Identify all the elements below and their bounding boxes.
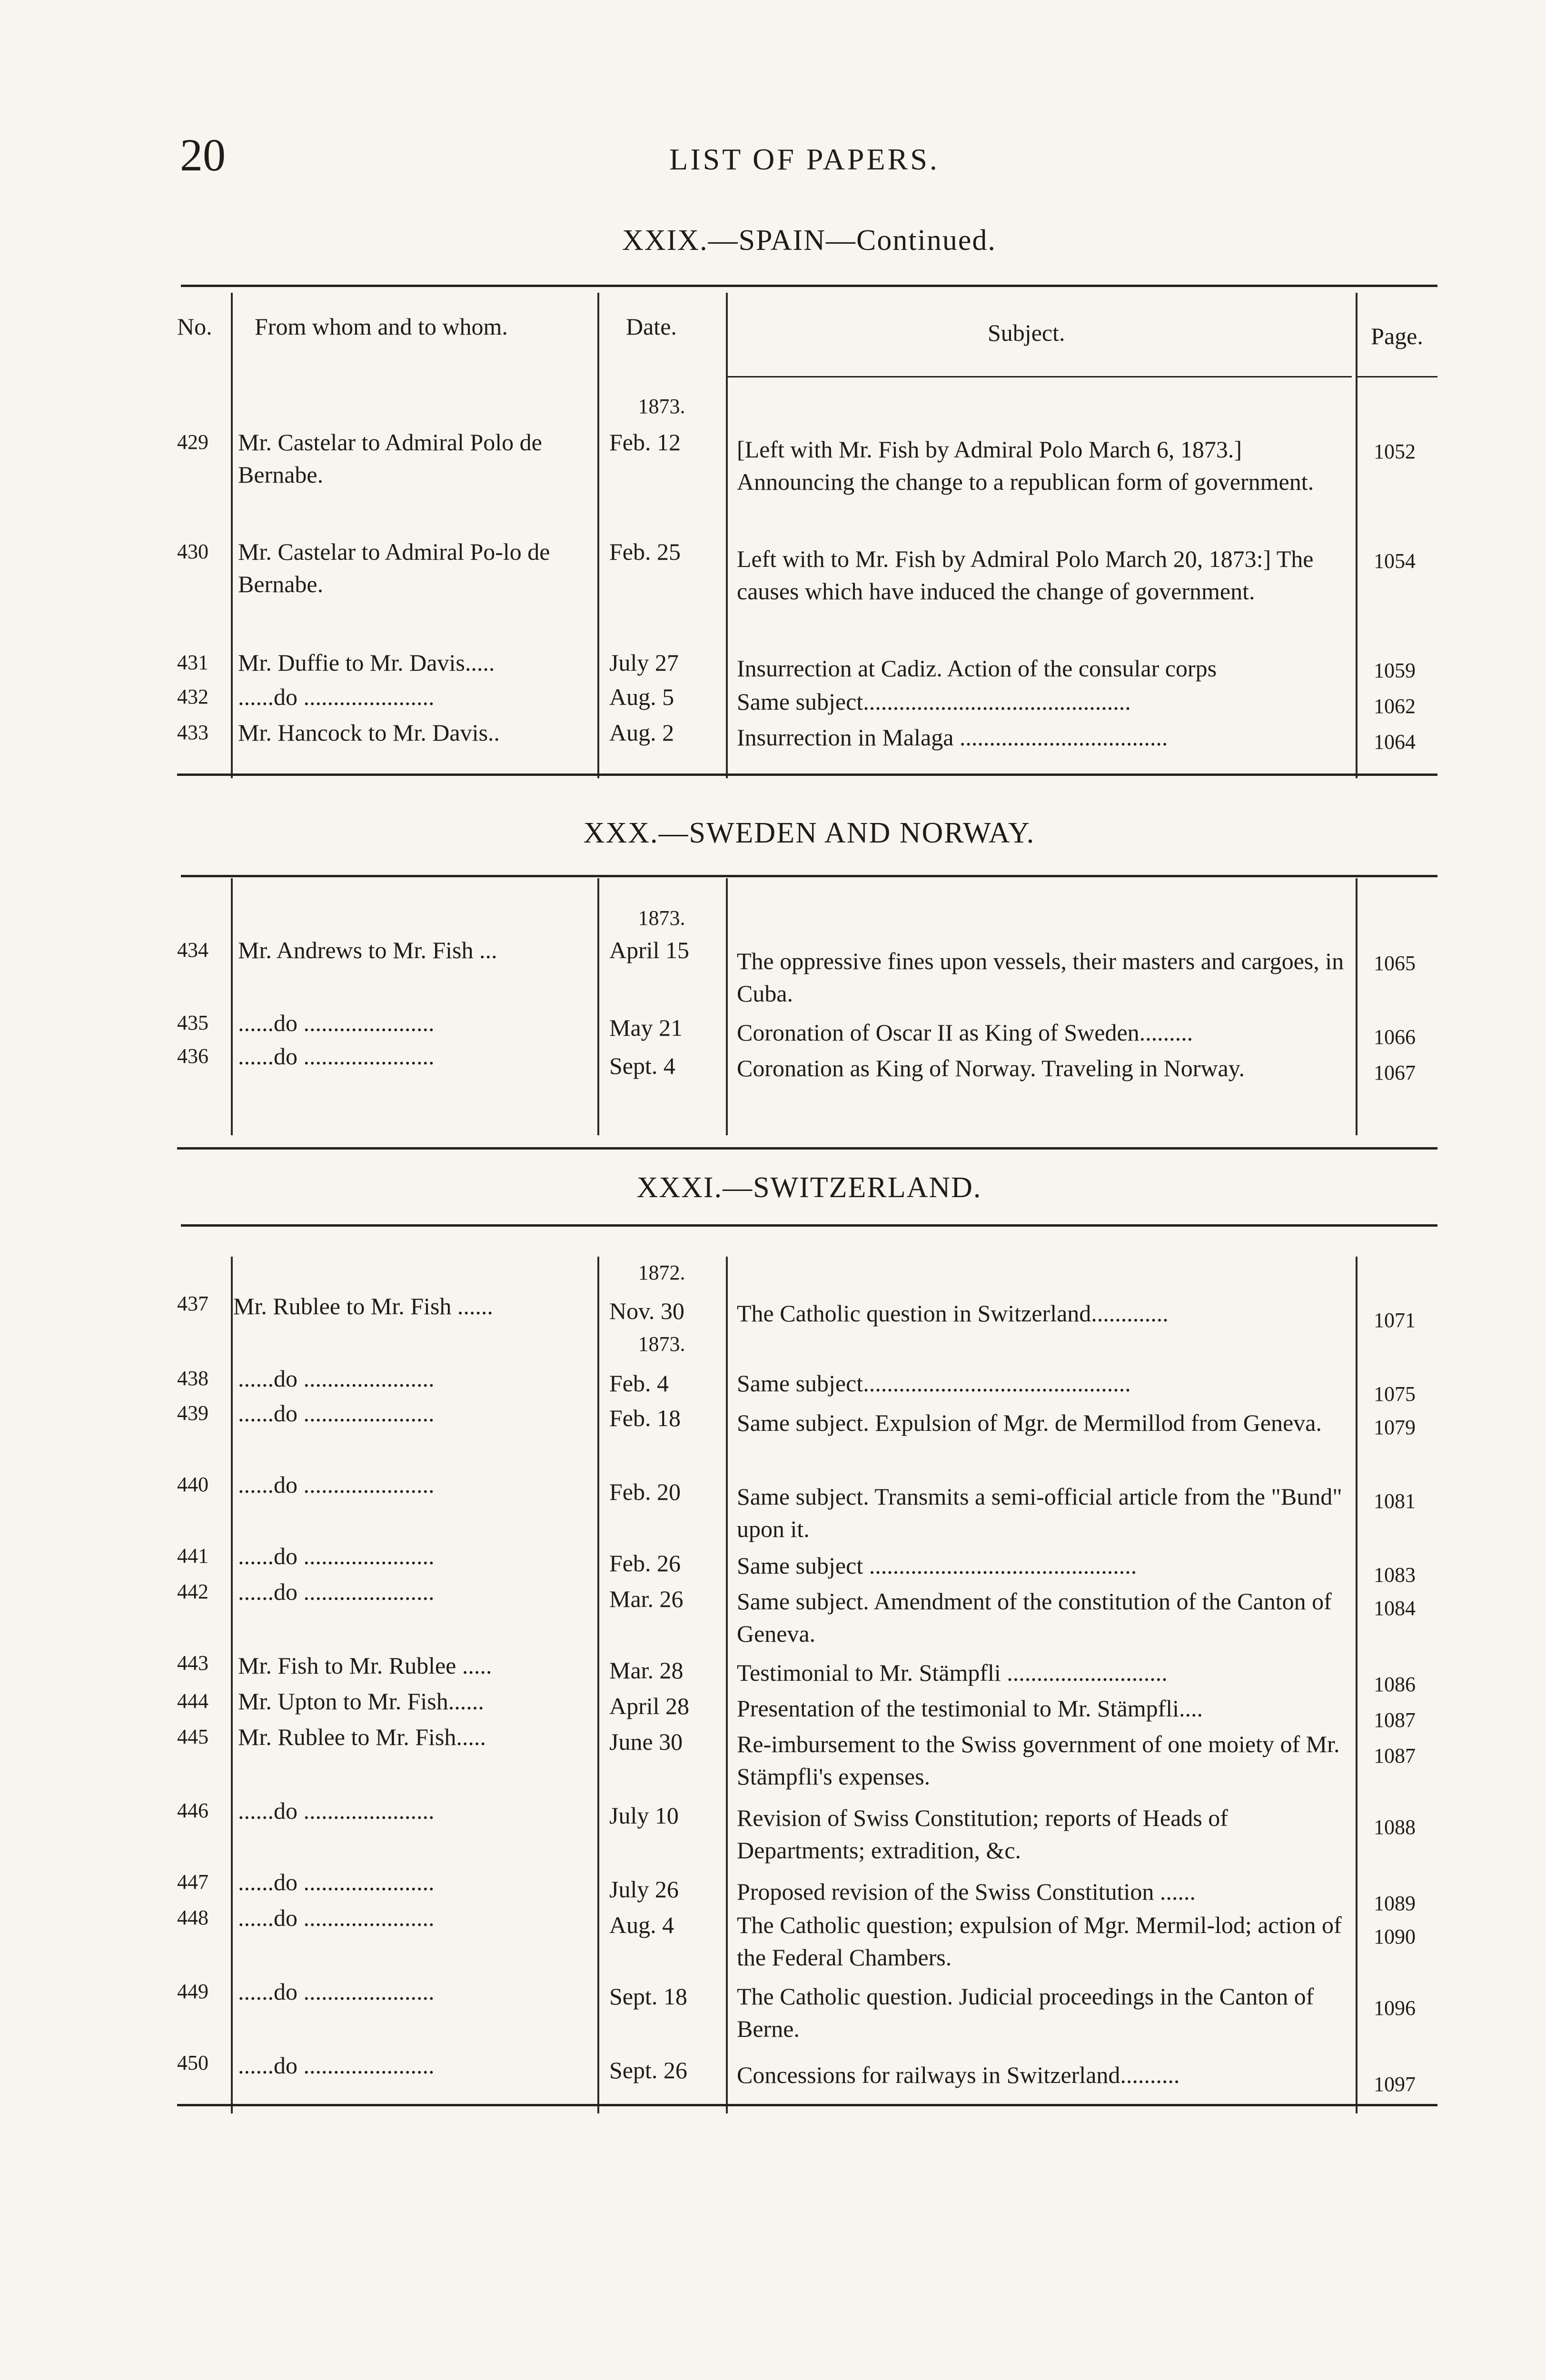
table-rule bbox=[177, 774, 1437, 776]
entry-page: 1079 bbox=[1374, 1416, 1416, 1439]
entry-from: Mr. Hancock to Mr. Davis.. bbox=[238, 719, 500, 746]
entry-from: ......do ...................... bbox=[238, 1978, 435, 2005]
entry-subject: Same subject............................................. bbox=[737, 1370, 1131, 1397]
entry-from: Mr. Rublee to Mr. Fish..... bbox=[238, 1724, 486, 1750]
entry-date: Sept. 4 bbox=[609, 1052, 675, 1079]
entry-from: Mr. Castelar to Admiral Po-lo de Bernabe. bbox=[238, 538, 550, 597]
entry-date: July 10 bbox=[609, 1802, 679, 1829]
entry-from: ......do ...................... bbox=[238, 1904, 435, 1931]
entry-from: ......do ...................... bbox=[238, 1869, 435, 1895]
entry-subject: Insurrection in Malaga ................................... bbox=[737, 724, 1168, 751]
entry-page: 1081 bbox=[1374, 1489, 1416, 1513]
entry-subject: The Catholic question. Judicial proceedings in the Canton of Berne. bbox=[737, 1983, 1314, 2042]
entry-page: 1097 bbox=[1374, 2073, 1416, 2096]
entry-from: ......do ...................... bbox=[238, 1471, 435, 1498]
entry-page: 1086 bbox=[1374, 1673, 1416, 1696]
entry-date: July 26 bbox=[609, 1876, 679, 1903]
entry-subject: Same subject. Amendment of the constitution of the Canton of Geneva. bbox=[737, 1588, 1332, 1647]
section-title-spain: XXIX.—SPAIN—Continued. bbox=[622, 224, 996, 257]
header-rule bbox=[726, 376, 1352, 377]
entry-date: Mar. 26 bbox=[609, 1586, 684, 1612]
column-rule bbox=[726, 293, 728, 778]
entry-date: May 21 bbox=[609, 1014, 683, 1041]
entry-date: June 30 bbox=[609, 1728, 683, 1755]
entry-page: 1054 bbox=[1374, 549, 1416, 573]
header-from: From whom and to whom. bbox=[255, 313, 508, 340]
entry-no: 432 bbox=[177, 685, 208, 708]
running-title: LIST OF PAPERS. bbox=[669, 142, 940, 176]
year-label: 1873. bbox=[638, 1332, 685, 1356]
entry-page: 1087 bbox=[1374, 1708, 1416, 1732]
year-label: 1873. bbox=[638, 906, 685, 930]
column-rule bbox=[597, 878, 599, 1135]
header-date: Date. bbox=[626, 313, 677, 340]
entry-page: 1071 bbox=[1374, 1309, 1416, 1332]
entry-subject: Same subject ............................................. bbox=[737, 1552, 1137, 1579]
section-title-sweden-norway: XXX.—SWEDEN AND NORWAY. bbox=[583, 817, 1035, 849]
entry-subject: Proposed revision of the Swiss Constitution ...... bbox=[737, 1878, 1196, 1905]
entry-page: 1066 bbox=[1374, 1025, 1416, 1049]
entry-date: Aug. 5 bbox=[609, 684, 674, 710]
entry-subject: Same subject. Expulsion of Mgr. de Mermillod from Geneva. bbox=[737, 1409, 1322, 1436]
entry-subject: Coronation as King of Norway. Traveling in Norway. bbox=[737, 1055, 1245, 1081]
entry-page: 1065 bbox=[1374, 952, 1416, 975]
entry-no: 439 bbox=[177, 1401, 208, 1425]
entry-subject: Concessions for railways in Switzerland.......... bbox=[737, 2062, 1180, 2088]
column-rule bbox=[726, 878, 728, 1135]
entry-subject: Insurrection at Cadiz. Action of the consular corps bbox=[737, 655, 1217, 682]
table-rule bbox=[177, 1147, 1437, 1150]
entry-subject: Same subject............................................. bbox=[737, 688, 1131, 715]
table-rule bbox=[177, 2104, 1437, 2106]
entry-subject: Re-imbursement to the Swiss government of one moiety of Mr. Stämpfli's expenses. bbox=[737, 1731, 1340, 1790]
header-subject: Subject. bbox=[988, 319, 1065, 346]
entry-no: 435 bbox=[177, 1011, 208, 1034]
entry-from: Mr. Andrews to Mr. Fish ... bbox=[238, 937, 497, 963]
entry-page: 1096 bbox=[1374, 1996, 1416, 2020]
entry-no: 442 bbox=[177, 1580, 208, 1603]
entry-from: ......do ...................... bbox=[238, 1365, 435, 1392]
section-title-switzerland: XXXI.—SWITZERLAND. bbox=[636, 1171, 982, 1204]
entry-page: 1089 bbox=[1374, 1892, 1416, 1915]
year-label: 1873. bbox=[638, 395, 685, 418]
entry-no: 440 bbox=[177, 1473, 208, 1496]
entry-date: Feb. 26 bbox=[609, 1550, 681, 1577]
entry-from: ......do ...................... bbox=[238, 2052, 435, 2079]
entry-page: 1087 bbox=[1374, 1744, 1416, 1767]
table-rule bbox=[181, 285, 1437, 287]
entry-page: 1084 bbox=[1374, 1597, 1416, 1620]
entry-no: 430 bbox=[177, 540, 208, 563]
entry-date: Aug. 4 bbox=[609, 1912, 674, 1938]
entry-page: 1059 bbox=[1374, 659, 1416, 682]
entry-no: 444 bbox=[177, 1689, 208, 1713]
entry-no: 448 bbox=[177, 1906, 208, 1929]
entry-no: 447 bbox=[177, 1870, 208, 1894]
entry-date: April 28 bbox=[609, 1693, 690, 1719]
column-rule bbox=[726, 1257, 728, 2113]
entry-from: ......do ...................... bbox=[238, 1043, 435, 1070]
entry-date: Feb. 12 bbox=[609, 429, 681, 456]
entry-subject: [Left with Mr. Fish by Admiral Polo March 6, 1873.] Announcing the change to a republican form of government. bbox=[737, 436, 1314, 495]
entry-from: Mr. Upton to Mr. Fish...... bbox=[238, 1688, 484, 1715]
entry-from: Mr. Duffie to Mr. Davis..... bbox=[238, 649, 495, 676]
entry-page: 1067 bbox=[1374, 1061, 1416, 1084]
entry-subject: Revision of Swiss Constitution; reports of Heads of Departments; extradition, &c. bbox=[737, 1805, 1228, 1864]
entry-date: Feb. 4 bbox=[609, 1370, 669, 1397]
table-rule bbox=[181, 875, 1437, 877]
entry-no: 433 bbox=[177, 721, 208, 744]
entry-date: Nov. 30 bbox=[609, 1298, 684, 1324]
entry-date: April 15 bbox=[609, 937, 690, 963]
entry-no: 446 bbox=[177, 1799, 208, 1822]
column-rule bbox=[231, 1257, 233, 2113]
entry-subject: The oppressive fines upon vessels, their masters and cargoes, in Cuba. bbox=[737, 948, 1344, 1007]
entry-page: 1052 bbox=[1374, 440, 1416, 463]
entry-no: 438 bbox=[177, 1367, 208, 1390]
column-rule bbox=[1356, 878, 1358, 1135]
entry-date: Feb. 20 bbox=[609, 1478, 681, 1505]
entry-no: 450 bbox=[177, 2051, 208, 2074]
table-rule bbox=[181, 1224, 1437, 1227]
entry-date: Feb. 18 bbox=[609, 1405, 681, 1431]
column-rule bbox=[597, 293, 599, 778]
entry-date: Aug. 2 bbox=[609, 719, 674, 746]
entry-subject: Testimonial to Mr. Stämpfli ........................... bbox=[737, 1659, 1168, 1686]
entry-page: 1075 bbox=[1374, 1382, 1416, 1406]
entry-from: Mr. Castelar to Admiral Polo de Bernabe. bbox=[238, 429, 542, 488]
entry-from: ......do ...................... bbox=[238, 1010, 435, 1036]
entry-subject: The Catholic question; expulsion of Mgr. Mermil-lod; action of the Federal Chambers. bbox=[737, 1912, 1342, 1971]
entry-no: 437 bbox=[177, 1292, 208, 1315]
entry-subject: The Catholic question in Switzerland............. bbox=[737, 1300, 1169, 1327]
entry-from: Mr. Fish to Mr. Rublee ..... bbox=[238, 1652, 492, 1679]
entry-from: ......do ...................... bbox=[238, 1578, 435, 1605]
entry-no: 445 bbox=[177, 1725, 208, 1748]
entry-subject: Presentation of the testimonial to Mr. Stämpfli.... bbox=[737, 1695, 1203, 1722]
entry-from: ......do ...................... bbox=[238, 684, 435, 710]
header-rule bbox=[1357, 376, 1437, 377]
entry-no: 429 bbox=[177, 430, 208, 454]
entry-no: 436 bbox=[177, 1044, 208, 1068]
header-page: Page. bbox=[1371, 323, 1423, 349]
entry-page: 1083 bbox=[1374, 1563, 1416, 1587]
entry-no: 441 bbox=[177, 1544, 208, 1567]
entry-subject: Coronation of Oscar II as King of Sweden......... bbox=[737, 1019, 1193, 1046]
header-no: No. bbox=[177, 313, 212, 340]
entry-page: 1090 bbox=[1374, 1925, 1416, 1948]
entry-subject: Same subject. Transmits a semi-official article from the "Bund" upon it. bbox=[737, 1483, 1342, 1542]
entry-date: Mar. 28 bbox=[609, 1657, 684, 1684]
entry-from: ......do ...................... bbox=[238, 1543, 435, 1569]
entry-from: ......do ...................... bbox=[238, 1400, 435, 1427]
entry-no: 431 bbox=[177, 651, 208, 674]
entry-no: 434 bbox=[177, 938, 208, 962]
entry-date: Sept. 18 bbox=[609, 1983, 687, 2010]
entry-date: Feb. 25 bbox=[609, 538, 681, 565]
entry-subject: Left with to Mr. Fish by Admiral Polo March 20, 1873:] The causes which have induced the change of government. bbox=[737, 545, 1314, 605]
entry-page: 1088 bbox=[1374, 1815, 1416, 1839]
page-number: 20 bbox=[180, 129, 226, 180]
entry-no: 449 bbox=[177, 1980, 208, 2003]
entry-date: July 27 bbox=[609, 649, 679, 676]
entry-page: 1062 bbox=[1374, 694, 1416, 718]
column-rule bbox=[231, 878, 233, 1135]
entry-from: Mr. Rublee to Mr. Fish ...... bbox=[233, 1293, 493, 1319]
entry-page: 1064 bbox=[1374, 730, 1416, 754]
column-rule bbox=[231, 293, 233, 778]
column-rule bbox=[597, 1257, 599, 2113]
year-label: 1872. bbox=[638, 1261, 685, 1284]
entry-from: ......do ...................... bbox=[238, 1797, 435, 1824]
entry-date: Sept. 26 bbox=[609, 2057, 687, 2083]
entry-no: 443 bbox=[177, 1651, 208, 1675]
